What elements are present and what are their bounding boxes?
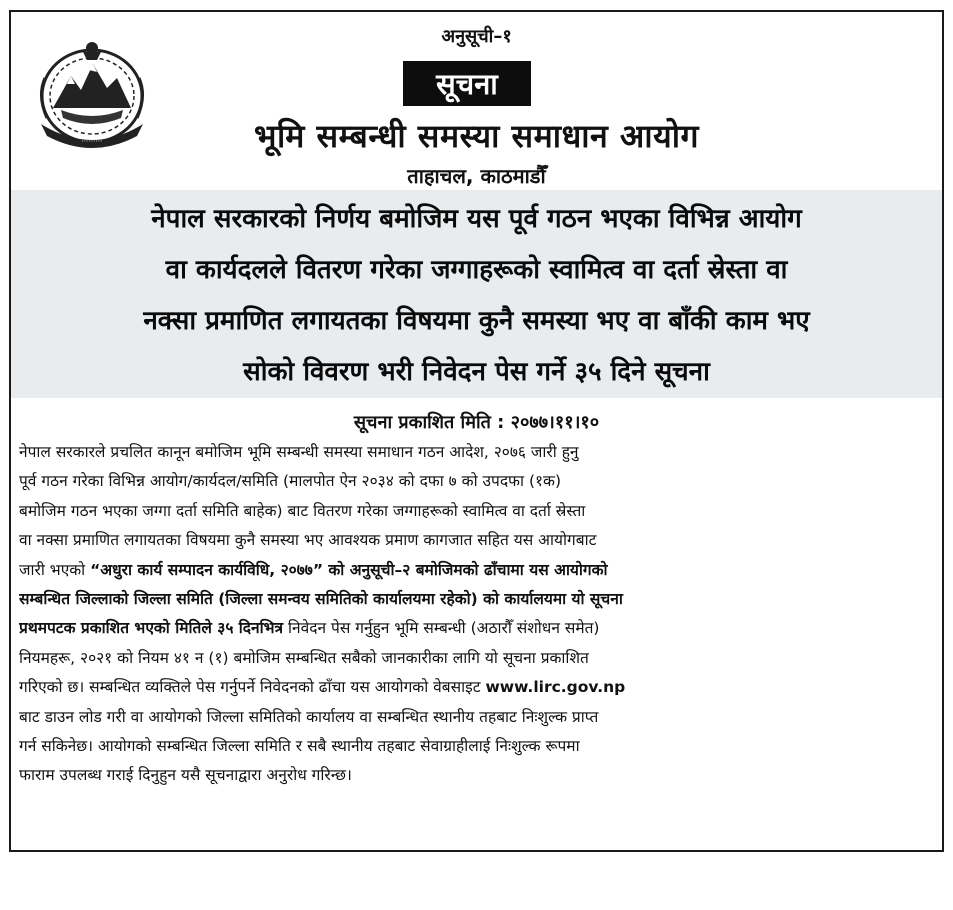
body-text-span: जारी भएको [19, 560, 86, 579]
body-line: बाट डाउन लोड गरी वा आयोगको जिल्ला समितिको कार्यालय वा सम्बन्धित स्थानीय तहबाट निःशुल्क प्राप्त [19, 707, 599, 726]
body-line [19, 614, 933, 643]
publish-date: सूचना प्रकाशित मिति : २०७७।११।१० [353, 412, 600, 433]
body-text-span: निवेदन पेस गर्नुहुन भूमि सम्बन्धी (अठारौँ संशोधन समेत) [288, 619, 600, 638]
deadline-text: प्रथमपटक प्रकाशित भएको मितिले ३५ दिनभित्र [19, 619, 284, 638]
body-bold-line: सम्बन्धित जिल्लाको जिल्ला समिति (जिल्ला समन्वय समितिको कार्यालयमा रहेको) को कार्यालयमा यो सूचना [19, 590, 623, 609]
headline-line: सोको विवरण भरी निवेदन पेस गर्ने ३५ दिने सूचना [243, 357, 710, 387]
body-line: नेपाल सरकारले प्रचलित कानून बमोजिम भूमि सम्बन्धी समस्या समाधान गठन आदेश, २०७६ जारी हुनु [19, 443, 579, 461]
body-line: नियमहरू, २०२१ को नियम ४१ न (१) बमोजिम सम्बन्धित सबैको जानकारीका लागि यो सूचना प्रकाशित [19, 648, 589, 667]
organization-address: ताहाचल, काठमाडौँ [407, 164, 546, 188]
headline-box [11, 190, 942, 398]
svg-text:⋯⋯⋯: ⋯⋯⋯ [81, 137, 103, 145]
body-line: बमोजिम गठन भएका जग्गा दर्ता समिति बाहेक) बाट वितरण गरेका जग्गाहरूको स्वामित्व वा दर्ता स्रेस्ता [19, 501, 586, 520]
body-line [19, 673, 933, 702]
website-link[interactable]: www.lirc.gov.np [485, 678, 626, 697]
procedure-title: “अधुरा कार्य सम्पादन कार्यविधि, २०७७” को अनुसूची–२ बमोजिमको ढाँचामा यस आयोगको [90, 560, 608, 579]
body-line [19, 556, 933, 585]
body-text-span: गरिएको छ। सम्बन्धित व्यक्तिले पेस गर्नुपर्ने निवेदनको ढाँचा यस आयोगको वेबसाइट [19, 678, 481, 697]
body-line: गर्न सकिनेछ। आयोगको सम्बन्धित जिल्ला समिति र सबै स्थानीय तहबाट सेवाग्राहीलाई निःशुल्क रूपमा [19, 737, 580, 756]
notice-body [19, 438, 933, 791]
headline-line: वा कार्यदलले वितरण गरेका जग्गाहरूको स्वामित्व वा दर्ता स्रेस्ता वा [165, 255, 788, 285]
organization-name: भूमि सम्बन्धी समस्या समाधान आयोग [253, 117, 700, 155]
schedule-label: अनुसूची–१ [441, 26, 512, 47]
body-line: वा नक्सा प्रमाणित लगायतका विषयमा कुनै समस्या भए आवश्यक प्रमाण कागजात सहित यस आयोगबाट [19, 531, 597, 550]
headline-line: नक्सा प्रमाणित लगायतका विषयमा कुनै समस्या भए वा बाँकी काम भए [143, 306, 810, 336]
headline-line: नेपाल सरकारको निर्णय बमोजिम यस पूर्व गठन भएका विभिन्न आयोग [151, 204, 802, 234]
notice-badge: सूचना [403, 61, 531, 106]
notice-frame [9, 10, 944, 852]
body-line [19, 585, 933, 614]
body-line: पूर्व गठन गरेका विभिन्न आयोग/कार्यदल/समिति (मालपोत ऐन २०३४ को दफा ७ को उपदफा (१क) [19, 472, 561, 491]
body-line: फाराम उपलब्ध गराई दिनुहुन यसै सूचनाद्वारा अनुरोध गरिन्छ। [19, 766, 352, 785]
